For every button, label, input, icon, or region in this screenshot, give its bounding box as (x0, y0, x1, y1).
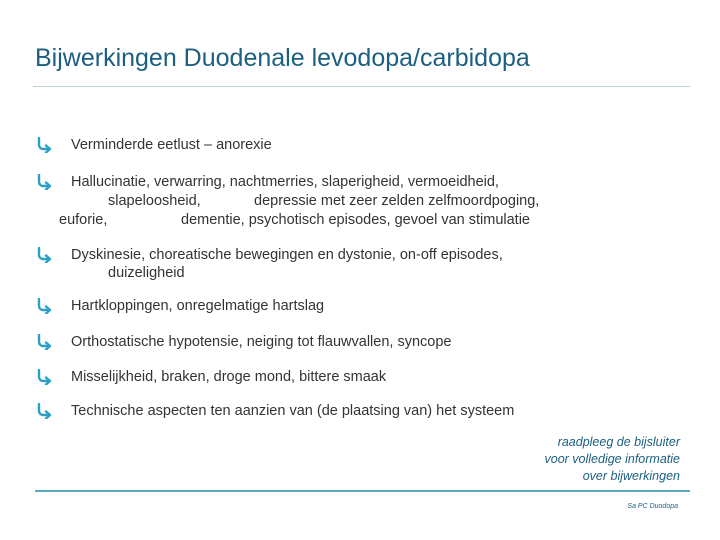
bullet-text: slapeloosheid, (108, 193, 201, 209)
bullet-text: duizeligheid (108, 265, 185, 281)
footnote-line: over bijwerkingen (582, 469, 680, 483)
footnote (420, 434, 680, 485)
footer-divider (35, 490, 690, 492)
curved-arrow-right-icon (36, 369, 52, 385)
bullet-text: euforie, (59, 212, 108, 228)
curved-arrow-right-icon (36, 298, 52, 314)
bullet-text: Hallucinatie, verwarring, nachtmerries, slaperigheid, vermoeidheid, (71, 174, 499, 190)
curved-arrow-right-icon (36, 174, 52, 190)
footnote-line: raadpleeg de bijsluiter (557, 435, 680, 449)
footnote-line: voor volledige informatie (544, 452, 680, 466)
source-label: Sa PC Duodopa (627, 503, 678, 510)
bullet-text: Technische aspecten ten aanzien van (de plaatsing van) het systeem (71, 403, 515, 419)
bullet-text: depressie met zeer zelden zelfmoordpoging, (254, 193, 540, 209)
curved-arrow-right-icon (36, 247, 52, 263)
bullet-text: dementie, psychotisch episodes, gevoel van stimulatie (181, 212, 530, 228)
bullet-text: Dyskinesie, choreatische bewegingen en dystonie, on-off episodes, (71, 247, 503, 263)
curved-arrow-right-icon (36, 334, 52, 350)
bullet-text: Verminderde eetlust – anorexie (71, 137, 272, 153)
bullet-text: Hartkloppingen, onregelmatige hartslag (71, 298, 325, 314)
bullet-text: Misselijkheid, braken, droge mond, bittere smaak (71, 369, 387, 385)
curved-arrow-right-icon (36, 403, 52, 419)
curved-arrow-right-icon (36, 137, 52, 153)
bullet-text: Orthostatische hypotensie, neiging tot flauwvallen, syncope (71, 334, 452, 350)
title-divider (33, 86, 690, 87)
slide-title: Bijwerkingen Duodenale levodopa/carbidopa (35, 44, 530, 72)
